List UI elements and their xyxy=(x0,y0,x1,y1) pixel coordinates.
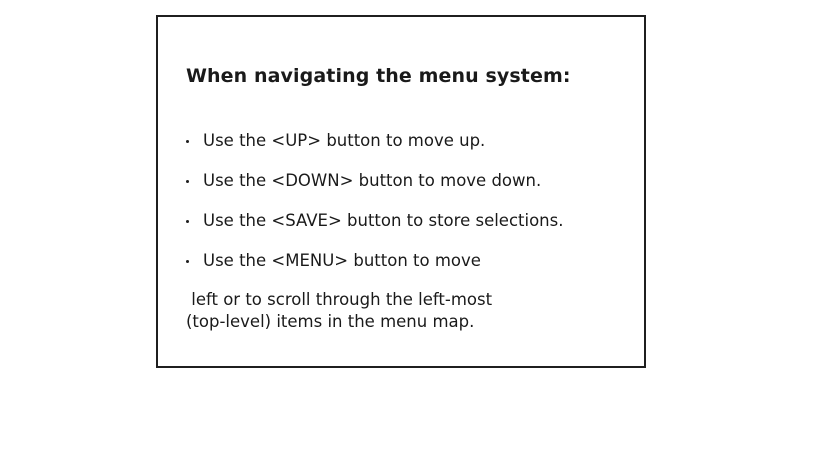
continuation-line-1: left or to scroll through the left-most xyxy=(186,290,493,309)
list-item xyxy=(186,131,563,171)
bullet-icon xyxy=(186,180,189,183)
list-item xyxy=(186,171,563,211)
instruction-heading: When navigating the menu system: xyxy=(186,65,571,87)
list-item xyxy=(186,211,563,251)
continuation-text xyxy=(186,289,492,333)
instruction-list xyxy=(186,131,563,291)
bullet-icon xyxy=(186,140,189,143)
list-item-text: Use the <MENU> button to move xyxy=(203,251,481,270)
continuation-line-2: (top-level) items in the menu map. xyxy=(186,312,475,331)
instruction-panel xyxy=(156,15,646,368)
list-item-text: Use the <UP> button to move up. xyxy=(203,131,486,150)
bullet-icon xyxy=(186,220,189,223)
bullet-icon xyxy=(186,260,189,263)
list-item xyxy=(186,251,563,291)
list-item-text: Use the <DOWN> button to move down. xyxy=(203,171,542,190)
list-item-text: Use the <SAVE> button to store selections. xyxy=(203,211,564,230)
